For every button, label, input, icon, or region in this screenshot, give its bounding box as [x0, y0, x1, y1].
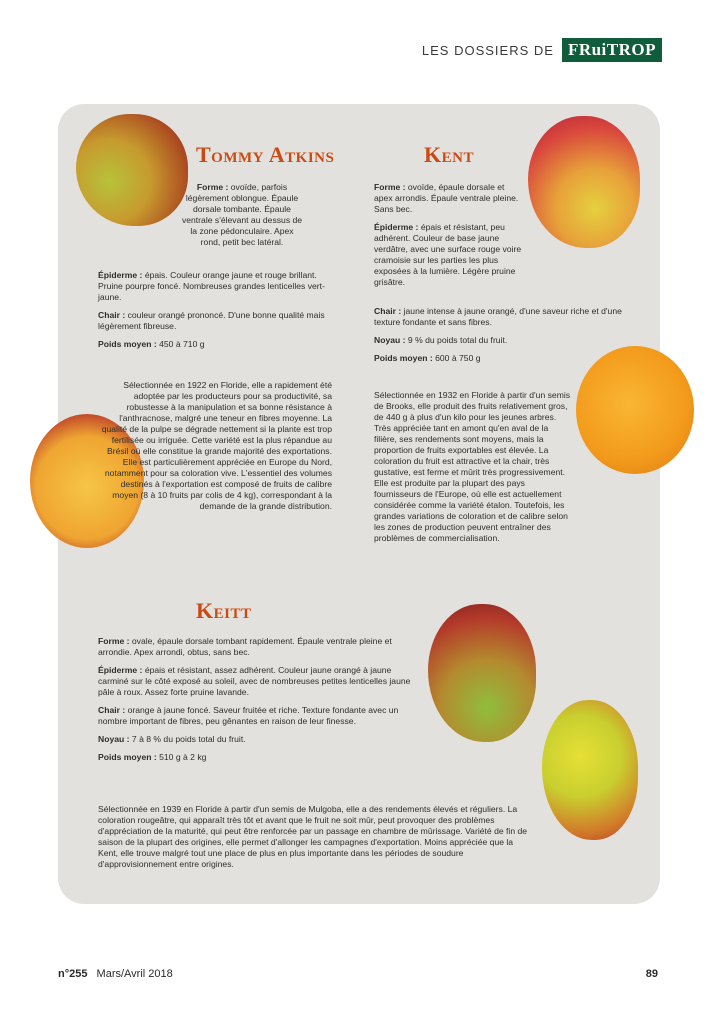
- kent-poids-label: Poids moyen :: [374, 353, 433, 363]
- keitt-poids-text: 510 g à 2 kg: [159, 752, 207, 762]
- keitt-chair-text: orange à jaune foncé. Saveur fruitée et riche. Texture fondante avec un nombre important de fibres, peu gênantes en raison de leur finesse.: [98, 705, 399, 726]
- keitt-chair-label: Chair :: [98, 705, 126, 715]
- tommy-epiderme-label: Épiderme :: [98, 270, 143, 280]
- keitt-noyau-label: Noyau :: [98, 734, 130, 744]
- kent-description: Sélectionnée en 1932 en Floride à partir d'un semis de Brooks, elle produit des fruits relativement gros, de 440 g à plus d'un kilo pour les jeunes arbres. Très appréciée tant en amont qu'en aval de la filière, ses rendements sont moyens, mais la proportion de fruits exportables est élevée. La coloration du fruit est attractive et la chair, très gustative, est ferme et mûrit très progressivement. Elle est produite par la plupart des pays fournisseurs de l'Europe, où elle est actuellement considérée comme la variété étalon. Toutefois, les grandes variations de coloration et de calibre selon les zones de production peuvent entraîner des problèmes de commercialisation.: [374, 390, 571, 543]
- page-header: [422, 38, 662, 62]
- keitt-forme-text: ovale, épaule dorsale tombant rapidement. Épaule ventrale pleine et arrondie. Apex arrondi, obtus, sans bec.: [98, 636, 392, 657]
- kent-details-block: [374, 182, 524, 295]
- kent-noyau-text: 9 % du poids total du fruit.: [407, 335, 508, 345]
- keitt-mango-image-2: [542, 700, 638, 840]
- tommy-description: Sélectionnée en 1922 en Floride, elle a rapidement été adoptée par les producteurs pour sa productivité, sa robustesse à la manipulation et sa bonne résistance à l'anthracnose, malgré une teneur en fibres moyenne. La qualité de la pulpe se dégrade nettement si la plante est trop fertilisée ou irriguée. Cette variété est la plus répandue au Brésil où elle constitue la grande majorité des exportations. Elle est particulièrement appréciée en Europe du Nord, notamment pour sa coloration vive. L'essentiel des volumes destinés à l'exportation est composé de fruits de calibre moyen (8 à 10 fruits par colis de 4 kg), correspondant à la demande de la grande distribution.: [101, 380, 332, 511]
- tommy-poids-label: Poids moyen :: [98, 339, 157, 349]
- tommy-atkins-title: Tommy Atkins: [196, 142, 335, 167]
- tommy-epiderme-text: épais. Couleur orange jaune et rouge brillant. Pruine pourpre foncé. Nombreuses grandes lenticelles vert-jaune.: [98, 270, 325, 302]
- kent-title: Kent: [424, 142, 474, 167]
- keitt-epiderme-text: épais et résistant, assez adhérent. Couleur jaune orangé à jaune carminé sur le côté exposé au soleil, avec de nombreuses petites lenticelles jaune pâle à roux. Assez forte pruine lavande.: [98, 665, 411, 697]
- tommy-forme-text: ovoïde, parfois légèrement oblongue. Épaule dorsale tombante. Épaule ventrale s'élevant au dessus de la zone pédonculaire. Apex rond, petit bec latéral.: [181, 182, 303, 247]
- tommy-forme-block: [180, 182, 304, 255]
- keitt-details-block: [98, 636, 420, 770]
- page-number: 89: [645, 968, 658, 980]
- tommy-atkins-mango-image: [76, 114, 188, 226]
- kent-forme-label: Forme :: [374, 182, 406, 192]
- kent-epiderme-text: épais et résistant, peu adhérent. Couleur de base jaune verdâtre, avec une surface rouge voire cramoisie sur les parties les plus exposées à la lumière. Légère pruine grisâtre.: [374, 222, 522, 287]
- kent-details-block-2: [374, 306, 624, 371]
- kent-epiderme-label: Épiderme :: [374, 222, 419, 232]
- kent-chair-label: Chair :: [374, 306, 402, 316]
- kent-noyau-label: Noyau :: [374, 335, 406, 345]
- tommy-forme-label: Forme :: [196, 182, 229, 192]
- kent-chair-text: jaune intense à jaune orangé, d'une saveur riche et d'une texture fondante et sans fibres.: [374, 306, 622, 327]
- keitt-noyau-text: 7 à 8 % du poids total du fruit.: [131, 734, 246, 744]
- tommy-details-block: [98, 270, 334, 357]
- keitt-poids-label: Poids moyen :: [98, 752, 157, 762]
- keitt-mango-image: [428, 604, 536, 742]
- tommy-chair-label: Chair :: [98, 310, 126, 320]
- kent-mango-image: [528, 116, 640, 248]
- tommy-poids-text: 450 à 710 g: [159, 339, 205, 349]
- footer-issue: [58, 968, 173, 980]
- fruitrop-logo: FRuiTROP: [562, 38, 662, 62]
- issue-number: n°255: [58, 968, 88, 980]
- kent-forme-text: ovoïde, épaule dorsale et apex arrondis. Épaule ventrale pleine. Sans bec.: [374, 182, 519, 214]
- kent-poids-text: 600 à 750 g: [435, 353, 481, 363]
- issue-date: Mars/Avril 2018: [96, 968, 173, 980]
- keitt-title: Keitt: [196, 598, 252, 623]
- tommy-chair-text: couleur orangé prononcé. D'une bonne qualité mais légèrement fibreuse.: [98, 310, 325, 331]
- header-title: LES DOSSIERS DE: [421, 42, 554, 58]
- keitt-forme-label: Forme :: [98, 636, 130, 646]
- keitt-description: Sélectionnée en 1939 en Floride à partir d'un semis de Mulgoba, elle a des rendements élevés et réguliers. La coloration rougeâtre, qui apparaît très tôt et avant que le fruit ne soit mûr, peut provoquer des problèmes d'appréciation de la maturité, qui peut être renforcée par un passage en chambre de mûrissage. Variété de fin de saison de la plupart des origines, elle permet d'allonger les campagnes d'exportation. Moins appréciée que la Kent, elle trouve malgré tout une place de plus en plus importante dans les périodes de soudure d'approvisionnement entre origines.: [98, 804, 528, 869]
- keitt-epiderme-label: Épiderme :: [98, 665, 143, 675]
